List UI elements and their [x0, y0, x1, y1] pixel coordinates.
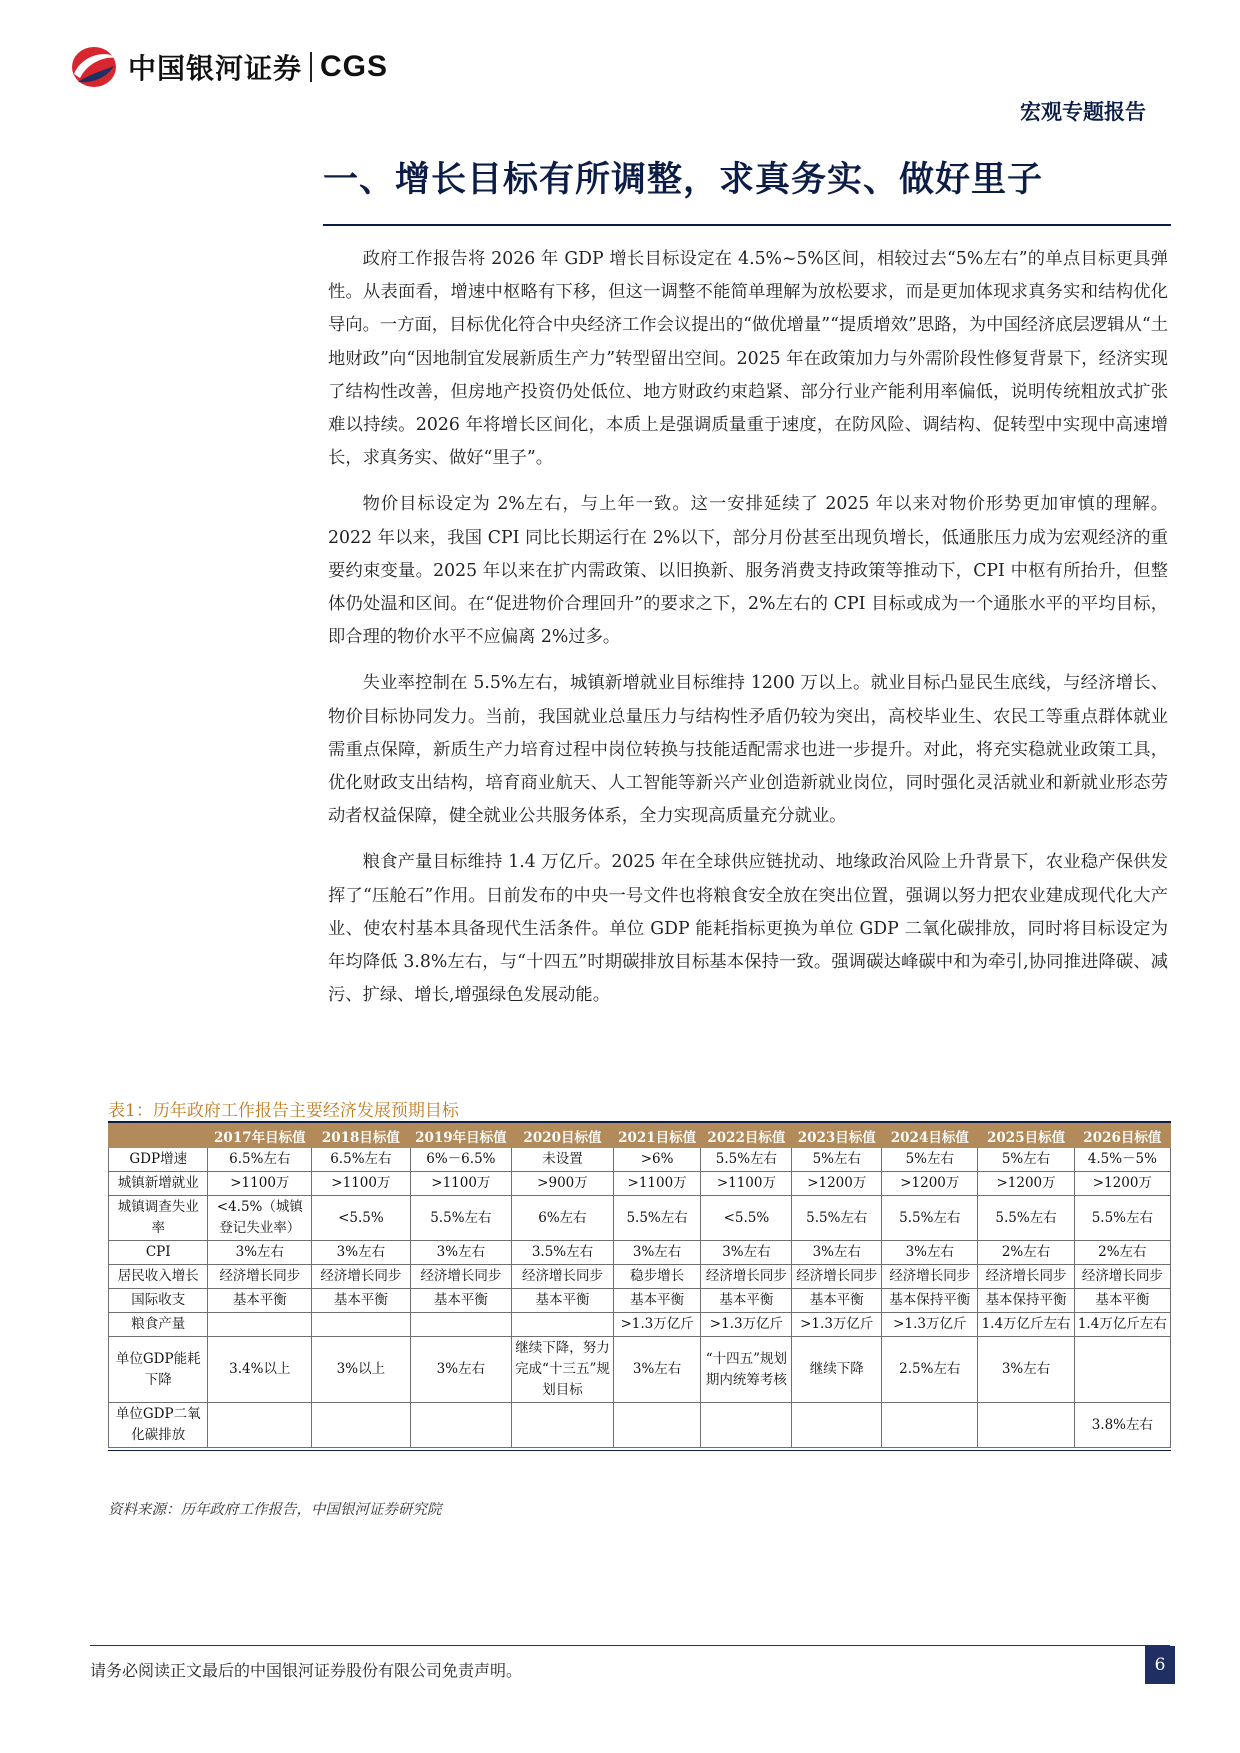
- company-logo: [68, 44, 388, 90]
- table-cell: >1.3万亿斤: [701, 1313, 792, 1337]
- table-cell: 基本保持平衡: [978, 1289, 1074, 1313]
- table-row-label: 城镇调查失业率: [109, 1196, 208, 1241]
- table-row-label: 粮食产量: [109, 1313, 208, 1337]
- table-cell: [613, 1403, 701, 1448]
- table-cell: >1100万: [312, 1172, 410, 1196]
- table-cell: [978, 1403, 1074, 1448]
- table-cell: [208, 1403, 312, 1448]
- table-cell: 基本平衡: [792, 1289, 882, 1313]
- table-row-label: GDP增速: [109, 1148, 208, 1172]
- table-header-cell: 2023目标值: [792, 1124, 882, 1148]
- table-cell: >1200万: [882, 1172, 978, 1196]
- table-cell: 经济增长同步: [882, 1265, 978, 1289]
- table-cell: 5.5%左右: [792, 1196, 882, 1241]
- table-cell: 5%左右: [882, 1148, 978, 1172]
- table-cell: 2%左右: [1074, 1241, 1170, 1265]
- table-cell: 1.4万亿斤左右: [1074, 1313, 1170, 1337]
- targets-table: [108, 1123, 1171, 1448]
- table-row-label: 国际收支: [109, 1289, 208, 1313]
- report-type: 宏观专题报告: [1020, 99, 1146, 124]
- table-cell: 6%左右: [512, 1196, 614, 1241]
- table-cell: 继续下降，努力完成“十三五”规划目标: [512, 1337, 614, 1403]
- table-cell: 5.5%左右: [978, 1196, 1074, 1241]
- table-cell: 经济增长同步: [792, 1265, 882, 1289]
- table-cell: 3%左右: [410, 1337, 512, 1403]
- table-cell: >1100万: [613, 1172, 701, 1196]
- table-cell: “十四五”规划期内统筹考核: [701, 1337, 792, 1403]
- table-cell: >6%: [613, 1148, 701, 1172]
- table-cell: <5.5%: [701, 1196, 792, 1241]
- table-cell: 经济增长同步: [410, 1265, 512, 1289]
- table-cell: 2%左右: [978, 1241, 1074, 1265]
- table-cell: >1100万: [208, 1172, 312, 1196]
- galaxy-logo-icon: [68, 44, 120, 90]
- table-cell: [1074, 1337, 1170, 1403]
- footer-divider: [90, 1645, 1170, 1646]
- table-row: [109, 1313, 1171, 1337]
- table-source: 资料来源：历年政府工作报告，中国银河证券研究院: [108, 1502, 442, 1518]
- table-cell: [208, 1313, 312, 1337]
- table-header-cell: 2017年目标值: [208, 1124, 312, 1148]
- table-row-label: 居民收入增长: [109, 1265, 208, 1289]
- table-cell: >1200万: [978, 1172, 1074, 1196]
- table-cell: >900万: [512, 1172, 614, 1196]
- table-cell: [701, 1403, 792, 1448]
- table-row: [109, 1172, 1171, 1196]
- table-header-cell: 2026目标值: [1074, 1124, 1170, 1148]
- table-cell: 3%以上: [312, 1337, 410, 1403]
- table-header-cell: [109, 1124, 208, 1148]
- paragraph: 物价目标设定为 2%左右，与上年一致。这一安排延续了 2025 年以来对物价形势更加审慎的理解。2022 年以来，我国 CPI 同比长期运行在 2%以下，部分月份甚至出现负增长，低通胀压力成为宏观经济的重要约束变量。2025 年以来在扩内需政策、以旧换新、服务消费支持政策等推动下，CPI 中枢有所抬升，但整体仍处温和区间。在“促进物价合理回升”的要求之下，2%左右的 CPI 目标或成为一个通胀水平的平均目标，即合理的物价水平不应偏离 2%过多。: [328, 494, 1168, 648]
- table-header-cell: 2022目标值: [701, 1124, 792, 1148]
- table-cell: 3%左右: [978, 1337, 1074, 1403]
- logo-divider: [310, 52, 312, 82]
- paragraph: 失业率控制在 5.5%左右，城镇新增就业目标维持 1200 万以上。就业目标凸显民生底线，与经济增长、物价目标协同发力。当前，我国就业总量压力与结构性矛盾仍较为突出，高校毕业生、农民工等重点群体就业需重点保障，新质生产力培育过程中岗位转换与技能适配需求也进一步提升。对此，将充实稳就业政策工具，优化财政支出结构，培育商业航天、人工智能等新兴产业创造新就业岗位，同时强化灵活就业和新就业形态劳动者权益保障，健全就业公共服务体系，全力实现高质量充分就业。: [328, 673, 1168, 827]
- table-cell: [512, 1313, 614, 1337]
- table-cell: [410, 1403, 512, 1448]
- paragraph: 粮食产量目标维持 1.4 万亿斤。2025 年在全球供应链扰动、地缘政治风险上升背景下，农业稳产保供发挥了“压舱石”作用。日前发布的中央一号文件也将粮食安全放在突出位置，强调以努力把农业建成现代化大产业、使农村基本具备现代生活条件。单位 GDP 能耗指标更换为单位 GDP 二氧化碳排放，同时将目标设定为年均降低 3.8%左右，与“十四五”时期碳排放目标基本保持一致。强调碳达峰碳中和为牵引,协同推进降碳、减污、扩绿、增长,增强绿色发展动能。: [328, 852, 1168, 1006]
- table-row: [109, 1241, 1171, 1265]
- title-divider: [323, 224, 1171, 226]
- table-cell: [792, 1403, 882, 1448]
- table-row-label: 单位GDP能耗下降: [109, 1337, 208, 1403]
- table-cell: [312, 1403, 410, 1448]
- table-row: [109, 1148, 1171, 1172]
- table-cell: 基本平衡: [701, 1289, 792, 1313]
- table-cell: 经济增长同步: [512, 1265, 614, 1289]
- table-cell: <5.5%: [312, 1196, 410, 1241]
- table-cell: 经济增长同步: [1074, 1265, 1170, 1289]
- table-header-cell: 2021目标值: [613, 1124, 701, 1148]
- table-header-cell: 2024目标值: [882, 1124, 978, 1148]
- table-header-cell: 2018目标值: [312, 1124, 410, 1148]
- table-cell: 3%左右: [312, 1241, 410, 1265]
- table-cell: 3%左右: [208, 1241, 312, 1265]
- table-cell: 2.5%左右: [882, 1337, 978, 1403]
- table-cell: 5.5%左右: [613, 1196, 701, 1241]
- table-cell: 5.5%左右: [1074, 1196, 1170, 1241]
- table-cell: [410, 1313, 512, 1337]
- table-cell: 6.5%左右: [312, 1148, 410, 1172]
- table-header-row: [109, 1124, 1171, 1148]
- table-cell: 继续下降: [792, 1337, 882, 1403]
- table-header-cell: 2025目标值: [978, 1124, 1074, 1148]
- table-cell: 3%左右: [410, 1241, 512, 1265]
- table-row: [109, 1337, 1171, 1403]
- page-number: 6: [1145, 1646, 1175, 1684]
- table-cell: 经济增长同步: [701, 1265, 792, 1289]
- table-cell: 稳步增长: [613, 1265, 701, 1289]
- table-header-cell: 2019年目标值: [410, 1124, 512, 1148]
- table-cell: 3.4%以上: [208, 1337, 312, 1403]
- table-cell: [882, 1403, 978, 1448]
- table-row-label: 城镇新增就业: [109, 1172, 208, 1196]
- table-cell: 6%－6.5%: [410, 1148, 512, 1172]
- company-name-cn: 中国银河证券: [128, 52, 303, 85]
- table-cell: 基本平衡: [410, 1289, 512, 1313]
- table-bottom-rule: [108, 1450, 1171, 1451]
- table-cell: 3.8%左右: [1074, 1403, 1170, 1448]
- table-cell: 基本平衡: [1074, 1289, 1170, 1313]
- table-cell: 基本平衡: [208, 1289, 312, 1313]
- table-cell: 未设置: [512, 1148, 614, 1172]
- table-cell: >1.3万亿斤: [613, 1313, 701, 1337]
- table-cell: 3%左右: [701, 1241, 792, 1265]
- table-cell: 5.5%左右: [701, 1148, 792, 1172]
- body-text: [328, 243, 1168, 1025]
- table-cell: [312, 1313, 410, 1337]
- table-cell: >1200万: [1074, 1172, 1170, 1196]
- table-caption: 表1：历年政府工作报告主要经济发展预期目标: [108, 1101, 459, 1121]
- table-cell: 3%左右: [613, 1241, 701, 1265]
- table-cell: 3%左右: [792, 1241, 882, 1265]
- table-cell: 基本保持平衡: [882, 1289, 978, 1313]
- targets-table-wrapper: [108, 1121, 1171, 1451]
- table-row-label: CPI: [109, 1241, 208, 1265]
- table-cell: 1.4万亿斤左右: [978, 1313, 1074, 1337]
- table-header-cell: 2020目标值: [512, 1124, 614, 1148]
- table-row-label: 单位GDP二氧化碳排放: [109, 1403, 208, 1448]
- table-cell: >1100万: [410, 1172, 512, 1196]
- footer-disclaimer: 请务必阅读正文最后的中国银河证券股份有限公司免责声明。: [90, 1661, 523, 1680]
- table-cell: 3.5%左右: [512, 1241, 614, 1265]
- table-cell: 3%左右: [882, 1241, 978, 1265]
- table-cell: 经济增长同步: [312, 1265, 410, 1289]
- table-cell: 5%左右: [792, 1148, 882, 1172]
- section-title: 一、增长目标有所调整，求真务实、做好里子: [323, 159, 1044, 200]
- company-name-en: CGS: [320, 50, 389, 83]
- table-row: [109, 1289, 1171, 1313]
- table-cell: 5.5%左右: [882, 1196, 978, 1241]
- table-cell: 基本平衡: [312, 1289, 410, 1313]
- table-cell: 基本平衡: [512, 1289, 614, 1313]
- table-cell: 经济增长同步: [978, 1265, 1074, 1289]
- table-cell: >1200万: [792, 1172, 882, 1196]
- table-cell: 基本平衡: [613, 1289, 701, 1313]
- table-cell: 6.5%左右: [208, 1148, 312, 1172]
- table-row: [109, 1265, 1171, 1289]
- paragraph: 政府工作报告将 2026 年 GDP 增长目标设定在 4.5%~5%区间，相较过去“5%左右”的单点目标更具弹性。从表面看，增速中枢略有下移，但这一调整不能简单理解为放松要求，而是更加体现求真务实和结构优化导向。一方面，目标优化符合中央经济工作会议提出的“做优增量”“提质增效”思路，为中国经济底层逻辑从“土地财政”向“因地制宜发展新质生产力”转型留出空间。2025 年在政策加力与外需阶段性修复背景下，经济实现了结构性改善，但房地产投资仍处低位、地方财政约束趋紧、部分行业产能利用率偏低，说明传统粗放式扩张难以持续。2026 年将增长区间化，本质上是强调质量重于速度，在防风险、调结构、促转型中实现中高速增长，求真务实、做好“里子”。: [328, 249, 1168, 469]
- table-cell: 5.5%左右: [410, 1196, 512, 1241]
- table-cell: 3%左右: [613, 1337, 701, 1403]
- table-cell: >1.3万亿斤: [792, 1313, 882, 1337]
- table-cell: 经济增长同步: [208, 1265, 312, 1289]
- table-cell: >1100万: [701, 1172, 792, 1196]
- table-cell: 5%左右: [978, 1148, 1074, 1172]
- table-cell: [512, 1403, 614, 1448]
- table-row: [109, 1196, 1171, 1241]
- table-cell: >1.3万亿斤: [882, 1313, 978, 1337]
- table-cell: <4.5%（城镇登记失业率）: [208, 1196, 312, 1241]
- table-row: [109, 1403, 1171, 1448]
- table-cell: 4.5%－5%: [1074, 1148, 1170, 1172]
